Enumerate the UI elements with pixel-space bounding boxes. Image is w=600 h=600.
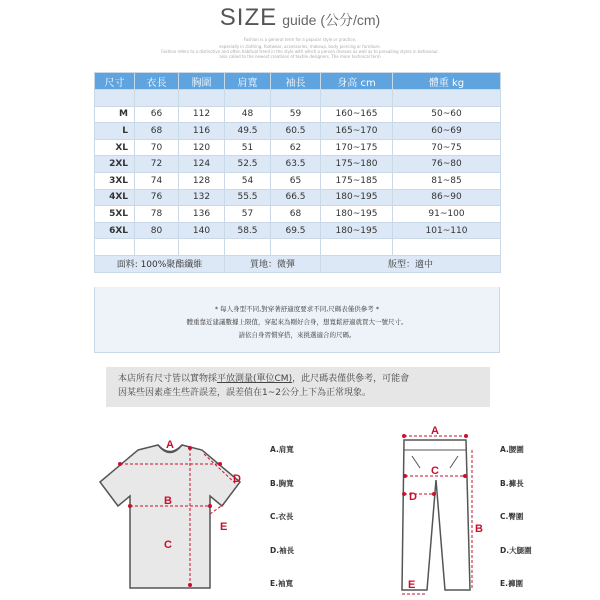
table-cell: 80 [135, 222, 179, 239]
shirt-diagram [100, 439, 241, 588]
pants-letter-c: C [431, 465, 439, 477]
header-chest: 胸圍 [179, 73, 225, 90]
shirt-legend-d: D.袖長 [270, 546, 295, 555]
table-cell: 60~69 [393, 123, 501, 140]
table-cell: 70~75 [393, 139, 501, 156]
size-table [94, 72, 501, 273]
table-row [95, 189, 501, 206]
disclaimer-text: 本店所有尺寸皆以實物採 [118, 374, 218, 384]
table-cell: L [95, 123, 135, 140]
table-cell: 112 [179, 106, 225, 123]
subtext-line: Fashion refers to a distinctive and often habitual trend in the style with which a person dresses as well as to prevailing styles in behaviour. [161, 49, 439, 54]
table-cell: 51 [225, 139, 271, 156]
table-cell: 66 [135, 106, 179, 123]
table-cell: 74 [135, 172, 179, 189]
table-cell: 6XL [95, 222, 135, 239]
table-cell: 48 [225, 106, 271, 123]
texture-cell: 質地：微彈 [225, 255, 321, 272]
pants-letter-d: D [409, 491, 417, 503]
shirt-legend-b: B.胸寬 [270, 479, 294, 488]
table-row [95, 222, 501, 239]
material-row [95, 255, 501, 272]
size-guide-title [0, 4, 600, 32]
shirt-letter-d: D [233, 473, 241, 485]
table-cell: 4XL [95, 189, 135, 206]
table-cell: 62 [271, 139, 321, 156]
table-row [95, 206, 501, 223]
table-cell: 175~180 [321, 156, 393, 173]
header-weight: 體重 kg [393, 73, 501, 90]
table-header-row [95, 73, 501, 90]
pants-legend-c: C.臀圍 [500, 512, 524, 521]
table-cell: 50~60 [393, 106, 501, 123]
disclaimer-box [106, 367, 490, 407]
material-cell: 面料: 100%聚酯纖維 [95, 255, 225, 272]
table-cell: 120 [179, 139, 225, 156]
pants-letter-b: B [475, 523, 483, 535]
title-size: SIZE [219, 4, 278, 31]
table-cell: XL [95, 139, 135, 156]
table-cell: 58.5 [225, 222, 271, 239]
header-sleeve: 袖長 [271, 73, 321, 90]
fit-cell: 版型：適中 [321, 255, 501, 272]
disclaimer-line [118, 372, 478, 386]
table-cell: 65 [271, 172, 321, 189]
table-cell: 128 [179, 172, 225, 189]
pants-diagram [402, 425, 483, 594]
subtext-line: especially in clothing, footwear, accessories, makeup, body piercing or furniture. [219, 44, 381, 49]
table-cell: 72 [135, 156, 179, 173]
table-row [95, 139, 501, 156]
table-spacer-row [95, 90, 501, 107]
table-cell: 165~170 [321, 123, 393, 140]
table-cell: 180~195 [321, 206, 393, 223]
table-body [95, 106, 501, 239]
table-cell: 180~195 [321, 222, 393, 239]
table-cell: 160~165 [321, 106, 393, 123]
table-spacer-row [95, 239, 501, 256]
table-row [95, 106, 501, 123]
table-cell: 91~100 [393, 206, 501, 223]
disclaimer-text: ，此尺碼表僅供參考，可能會 [292, 374, 410, 384]
table-cell: 60.5 [271, 123, 321, 140]
table-cell: 132 [179, 189, 225, 206]
table-cell: 76 [135, 189, 179, 206]
shirt-legend-c: C.衣長 [270, 512, 294, 521]
table-cell: 5XL [95, 206, 135, 223]
note-line: 體重靠近建議數據上限值，穿起來為剛好合身，想寬鬆舒適就買大一號尺寸。 [186, 318, 408, 326]
pants-letter-e: E [408, 579, 416, 591]
note-line: * 每人身型不同,對穿著舒適度要求不同,尺碼表僅供參考 * [214, 305, 380, 313]
table-cell: 78 [135, 206, 179, 223]
table-cell: 116 [179, 123, 225, 140]
pants-letter-a: A [431, 425, 439, 437]
note-line: 請依自身習慣穿搭，來挑選適合的尺碼。 [238, 331, 356, 339]
table-cell: 86~90 [393, 189, 501, 206]
shirt-outline [100, 445, 240, 588]
table-cell: 2XL [95, 156, 135, 173]
table-cell: 3XL [95, 172, 135, 189]
title-unit: guide (公分/cm) [282, 12, 381, 28]
table-cell: 68 [271, 206, 321, 223]
header-shoulder: 肩寬 [225, 73, 271, 90]
table-row [95, 172, 501, 189]
subtext-line: also called to the newest creations of textile designers. The more technical term [219, 54, 381, 59]
header-height: 身高 cm [321, 73, 393, 90]
shirt-legend-e: E.袖寬 [270, 579, 293, 588]
shirt-legend-a: A.肩寬 [270, 445, 294, 454]
table-cell: 81~85 [393, 172, 501, 189]
table-cell: 54 [225, 172, 271, 189]
pants-outline [402, 440, 470, 590]
table-cell: 101~110 [393, 222, 501, 239]
table-cell: 140 [179, 222, 225, 239]
shirt-letter-e: E [220, 521, 228, 533]
table-cell: 68 [135, 123, 179, 140]
notes-box [94, 287, 500, 353]
table-row [95, 156, 501, 173]
table-cell: 49.5 [225, 123, 271, 140]
header-length: 衣長 [135, 73, 179, 90]
pants-legend-a: A.腰圍 [500, 445, 524, 454]
shirt-letter-c: C [164, 539, 172, 551]
table-cell: 63.5 [271, 156, 321, 173]
header-size: 尺寸 [95, 73, 135, 90]
table-cell: 136 [179, 206, 225, 223]
table-cell: 170~175 [321, 139, 393, 156]
table-cell: 124 [179, 156, 225, 173]
disclaimer-line: 因某些因素產生些許誤差，誤差值在1~2公分上下為正常現象。 [118, 388, 371, 398]
table-cell: 66.5 [271, 189, 321, 206]
table-cell: M [95, 106, 135, 123]
table-cell: 180~195 [321, 189, 393, 206]
disclaimer-underline: 平放測量(單位CM) [217, 374, 293, 384]
pants-legend-b: B.褲長 [500, 479, 524, 488]
table-cell: 76~80 [393, 156, 501, 173]
table-cell: 59 [271, 106, 321, 123]
table-cell: 69.5 [271, 222, 321, 239]
table-cell: 52.5 [225, 156, 271, 173]
subtext-line: Fashion is a general term for a popular style or practice, [243, 37, 357, 42]
pants-legend-e: E.褲圍 [500, 579, 523, 588]
table-cell: 175~185 [321, 172, 393, 189]
shirt-letter-b: B [164, 495, 172, 507]
table-cell: 57 [225, 206, 271, 223]
pants-legend-d: D.大腿圍 [500, 546, 532, 555]
table-cell: 70 [135, 139, 179, 156]
shirt-letter-a: A [166, 439, 174, 451]
table-cell: 55.5 [225, 189, 271, 206]
table-row [95, 123, 501, 140]
